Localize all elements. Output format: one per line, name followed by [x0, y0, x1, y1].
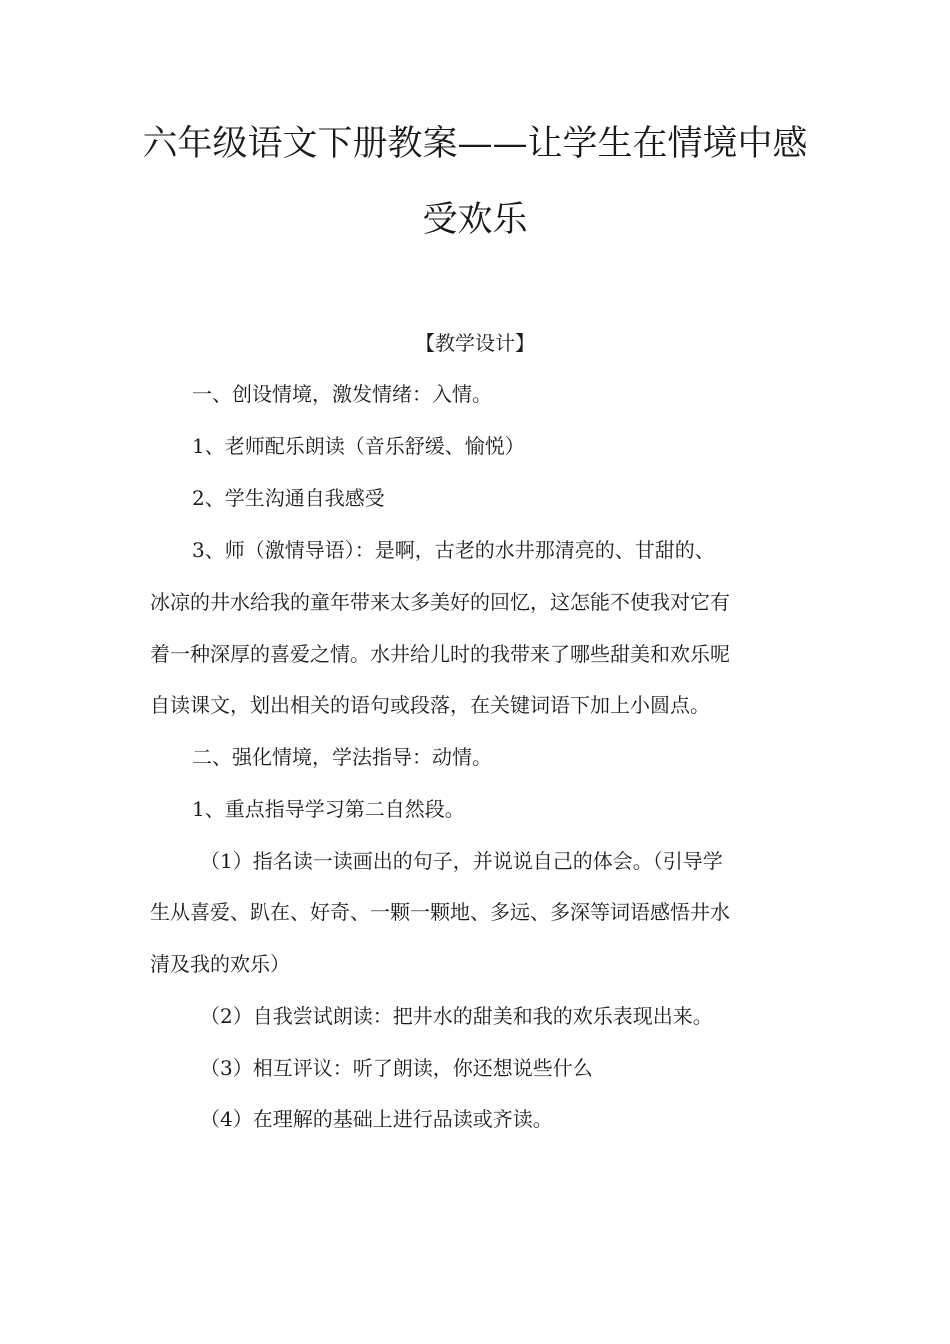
paragraph-line: 清及我的欢乐） — [150, 952, 290, 976]
paragraph-line: （2）自我尝试朗读：把井水的甜美和我的欢乐表现出来。 — [200, 1004, 713, 1028]
paragraph-line: 生从喜爱、趴在、好奇、一颗一颗地、多远、多深等词语感悟井水 — [150, 900, 730, 924]
document-title-line-1: 六年级语文下册教案——让学生在情境中感 — [142, 124, 808, 164]
paragraph-line: 1、重点指导学习第二自然段。 — [192, 797, 465, 821]
paragraph-line: 自读课文，划出相关的语句或段落，在关键词语下加上小圆点。 — [150, 693, 710, 717]
document-title-line-2: 受欢乐 — [422, 200, 528, 240]
paragraph-line: （4）在理解的基础上进行品读或齐读。 — [200, 1107, 553, 1131]
paragraph-line: 二、强化情境，学法指导：动情。 — [192, 745, 492, 769]
paragraph-line: 3、师（激情导语）：是啊，古老的水井那清亮的、甘甜的、 — [192, 538, 715, 562]
paragraph-line: （3）相互评议：听了朗读，你还想说些什么 — [200, 1056, 593, 1080]
paragraph-line: 冰凉的井水给我的童年带来太多美好的回忆，这怎能不使我对它有 — [150, 590, 730, 614]
paragraph-line: 2、学生沟通自我感受 — [192, 486, 385, 510]
paragraph-line: （1）指名读一读画出的句子，并说说自己的体会。（引导学 — [200, 849, 723, 873]
section-heading: 【教学设计】 — [415, 331, 535, 355]
paragraph-line: 1、老师配乐朗读（音乐舒缓、愉悦） — [192, 434, 525, 458]
paragraph-line: 着一种深厚的喜爱之情。水井给儿时的我带来了哪些甜美和欢乐呢 — [150, 642, 730, 666]
paragraph-line: 一、创设情境，激发情绪：入情。 — [192, 382, 492, 406]
